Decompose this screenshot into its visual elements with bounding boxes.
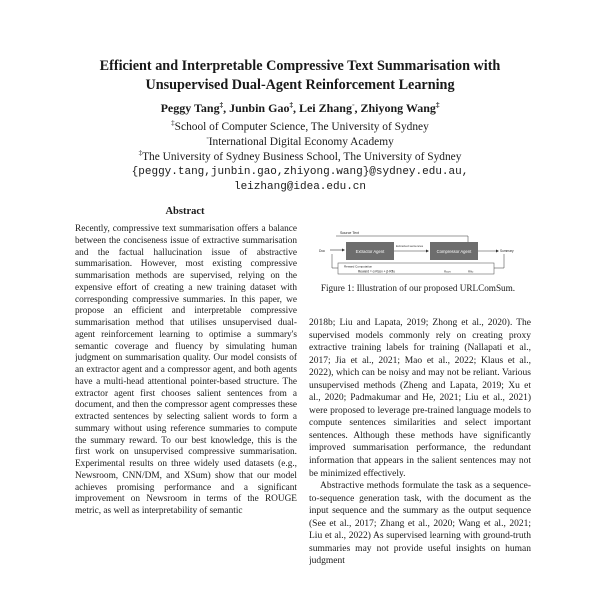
source-label: Source Text [340, 231, 359, 235]
rcov-label: Rcov [444, 269, 451, 274]
author-name: Zhiyong Wang [360, 101, 436, 115]
extracted-label: Extracted sentences [396, 244, 424, 248]
author-mark: ‡ [435, 101, 440, 109]
affiliation-text: School of Computer Science, The University of Sydney [174, 121, 429, 133]
affiliation-3 [40, 151, 560, 163]
paper-title [40, 57, 560, 95]
title-line-1: Efficient and Interpretable Compressive Text Summarisation with [99, 58, 501, 74]
author-mark: ‡ [289, 101, 293, 109]
author-name: Peggy Tang [160, 101, 220, 115]
affiliation-mark: ◦ [206, 134, 209, 143]
affiliation-text: International Digital Economy Academy [208, 136, 394, 148]
affiliation-2 [40, 136, 560, 148]
extractor-agent-label: Extractor Agent [355, 249, 385, 254]
body-paragraph-1: 2018b; Liu and Lapata, 2019; Zhong et al., 2020). The supervised models commonly rely on creating proxy extractive training labels for training (Nallapati et al., 2017; Jia et al., 2021; Mao et al., 2022; Klaus et al., 2022), which can be noisy and may not be reliant. Various unsupervised methods (Zheng and Lapata, 2019; Xu et al., 2020; Padmakumar and He, 2021; Liu et al., 2021) were proposed to leverage pre-trained language models to compute sentences similarities and select important sentences. Although these methods have significantly improved summarisation performance, the redundant information that appears in the salient sentences may not be minimized effectively. [309, 318, 531, 479]
author-name: Lei Zhang [298, 101, 352, 115]
affiliation-mark: ‡ [171, 119, 175, 128]
author-mark: ◦ [351, 101, 355, 109]
title-line-2: Unsupervised Dual-Agent Reinforcement Learning [145, 77, 455, 93]
compressor-agent-label: Compressor Agent [436, 249, 472, 254]
affiliation-mark: ‡ [138, 149, 143, 158]
figure-caption: Figure 1: Illustration of our proposed URLComSum. [320, 283, 516, 293]
summary-label: Summary [500, 249, 514, 253]
figure-diagram [318, 228, 518, 276]
affiliation-text: The University of Sydney Business School, The University of Sydney [142, 151, 462, 163]
email-line-2: leizhang@idea.edu.cn [233, 181, 367, 193]
doc-label: Doc [319, 249, 326, 253]
body-text-right-column [309, 317, 531, 600]
author-list: Peggy Tang‡, Junbin Gao‡, Lei Zhang◦, Zhiyong Wang‡ [160, 101, 440, 115]
body-paragraph-2: Abstractive methods formulate the task as a sequence-to-sequence generation task, with the document as the input sequence and the summary as the output sequence (See et al., 2017; Zhang et al., 2020; Wang et al., 2021; Liu et al., 2022) As supervised learning with ground-truth summaries may not provide useful insights on human judgment [309, 481, 531, 567]
author-name: Junbin Gao [229, 101, 290, 115]
affiliation-1 [40, 121, 560, 133]
reward-computation-label: Reward Computation [344, 264, 373, 269]
rflu-label: Rflu [468, 269, 474, 274]
author-mark: ‡ [219, 101, 224, 109]
abstract-text: Recently, compressive text summarisation offers a balance between the conciseness issue of extractive summarisation and the factual hallucination issue of abstractive summarisation. However, most existing compressive summarisation methods are supervised, relying on the expensive effort of creating a new training dataset with corresponding compressive summaries. In this paper, we propose an efficient and interpretable compressive summarisation method that utilises unsupervised dual-agent reinforcement learning to optimise a summary's semantic coverage and fluency by simulating human judgment on summarisation quality. Our model consists of an extractor agent and a compressor agent, and both agents have a multi-head attentional pointer-based structure. The extractor agent first chooses salient sentences from a document, and then the compressor agent compresses these extracted sentences by selecting salient words to form a summary without using reference summaries to compute the summary reward. To our best knowledge, this is the first work on unsupervised compressive summarisation. Experimental results on three widely used datasets (e.g., Newsroom, CNN/DM, and XSum) show that our model achieves promising performance and a significant improvement on Newsroom in terms of the ROUGE metric, as well as interpretability of semantic [75, 224, 297, 516]
email-line-1: {peggy.tang,junbin.gao,zhiyong.wang}@sydney.edu.au, [131, 166, 469, 178]
abstract-heading: Abstract [165, 206, 205, 217]
reward-formula: Reward = α·Rcov + β·Rflu [358, 269, 395, 274]
